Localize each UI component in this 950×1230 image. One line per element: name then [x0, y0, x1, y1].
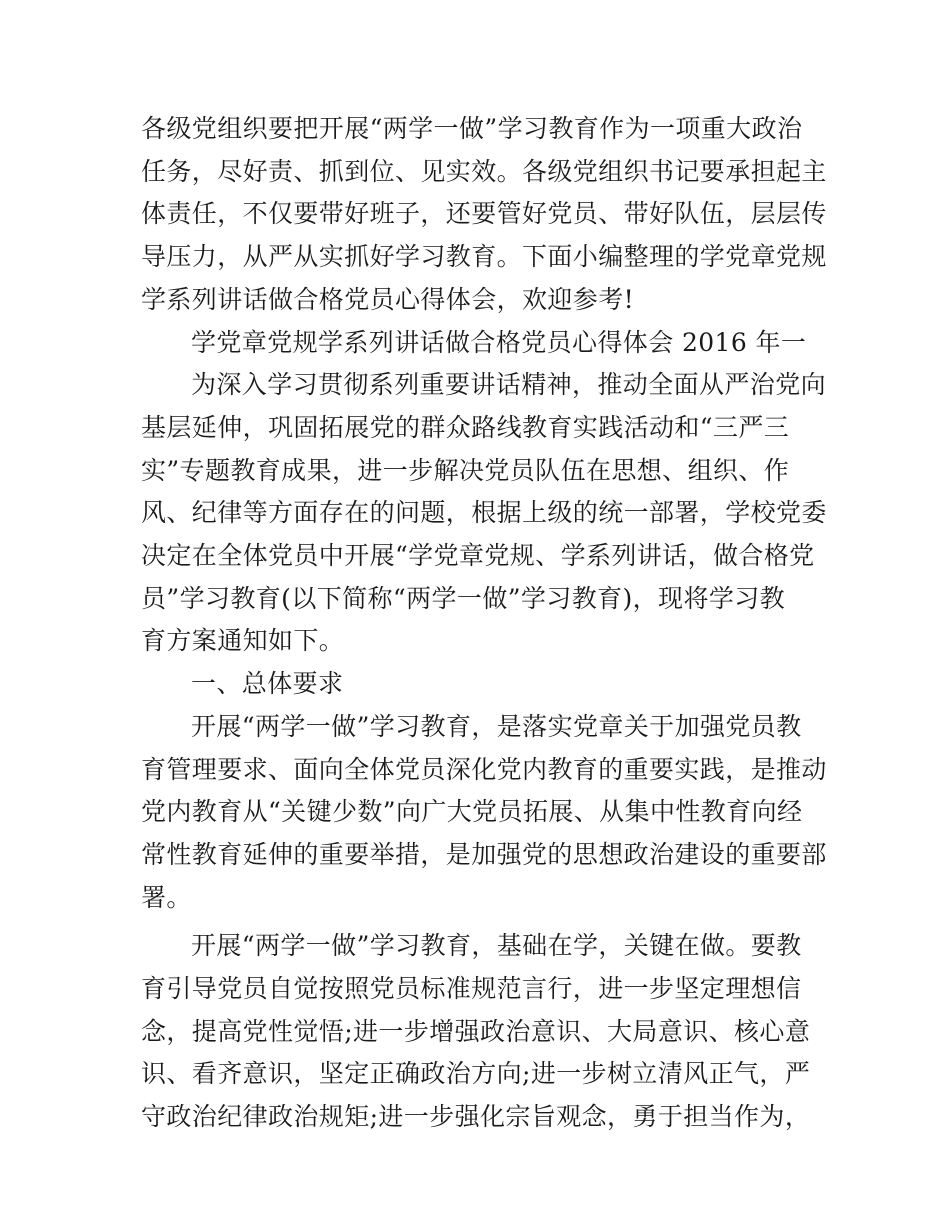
text-line: 风、纪律等方面存在的问题，根据上级的统一部署，学校党委 — [141, 498, 827, 528]
text-line: 识、看齐意识，坚定正确政治方向;进一步树立清风正气，严 — [141, 1059, 811, 1089]
text-line: 开展“两学一做”学习教育，是落实党章关于加强党员教 — [191, 711, 802, 741]
text-line: 导压力，从严从实抓好学习教育。下面小编整理的学党章党规 — [141, 242, 827, 272]
text-line: 决定在全体党员中开展“学党章党规、学系列讲话，做合格党 — [141, 541, 815, 571]
text-line: 学系列讲话做合格党员心得体会，欢迎参考! — [141, 284, 635, 314]
text-line: 念，提高党性觉悟;进一步增强政治意识、大局意识、核心意 — [141, 1016, 811, 1046]
text-line: 员”学习教育(以下简称“两学一做”学习教育)，现将学习教 — [141, 583, 786, 613]
text-line: 基层延伸，巩固拓展党的群众路线教育实践活动和“三严三 — [141, 412, 790, 442]
paragraph-2 — [141, 706, 827, 920]
article-title — [141, 322, 816, 365]
text-line: 育引导党员自觉按照党员标准规范言行，进一步坚定理想信 — [141, 974, 802, 1004]
text-line: 任务，尽好责、抓到位、见实效。各级党组织书记要承担起主 — [141, 156, 827, 186]
text-line: 育方案通知如下。 — [141, 626, 345, 656]
text-line: 为深入学习贯彻系列重要讲话精神，推动全面从严治党向 — [191, 370, 827, 400]
title-line: 学党章党规学系列讲话做合格党员心得体会 2016 年一 — [191, 327, 807, 357]
text-line: 开展“两学一做”学习教育，基础在学，关键在做。要教 — [191, 931, 802, 961]
text-line: 党内教育从“关键少数”向广大党员拓展、从集中性教育向经 — [141, 797, 803, 827]
paragraph-1 — [141, 364, 827, 663]
text-line: 各级党组织要把开展“两学一做”学习教育作为一项重大政治 — [141, 114, 803, 143]
text-line: 实”专题教育成果，进一步解决党员队伍在思想、组织、作 — [141, 455, 790, 485]
text-line: 育管理要求、面向全体党员深化党内教育的重要实践，是推动 — [141, 754, 827, 784]
intro-paragraph — [141, 108, 827, 322]
section-heading — [141, 663, 816, 706]
paragraph-3 — [141, 925, 816, 1139]
text-line: 守政治纪律政治规矩;进一步强化宗旨观念，勇于担当作为， — [141, 1102, 811, 1132]
text-line: 署。 — [141, 882, 192, 912]
section-heading-text: 一、总体要求 — [191, 669, 344, 699]
text-line: 体责任，不仅要带好班子，还要管好党员、带好队伍，层层传 — [141, 199, 827, 229]
text-line: 常性教育延伸的重要举措，是加强党的思想政治建设的重要部 — [141, 839, 827, 869]
document-body — [141, 108, 827, 1139]
